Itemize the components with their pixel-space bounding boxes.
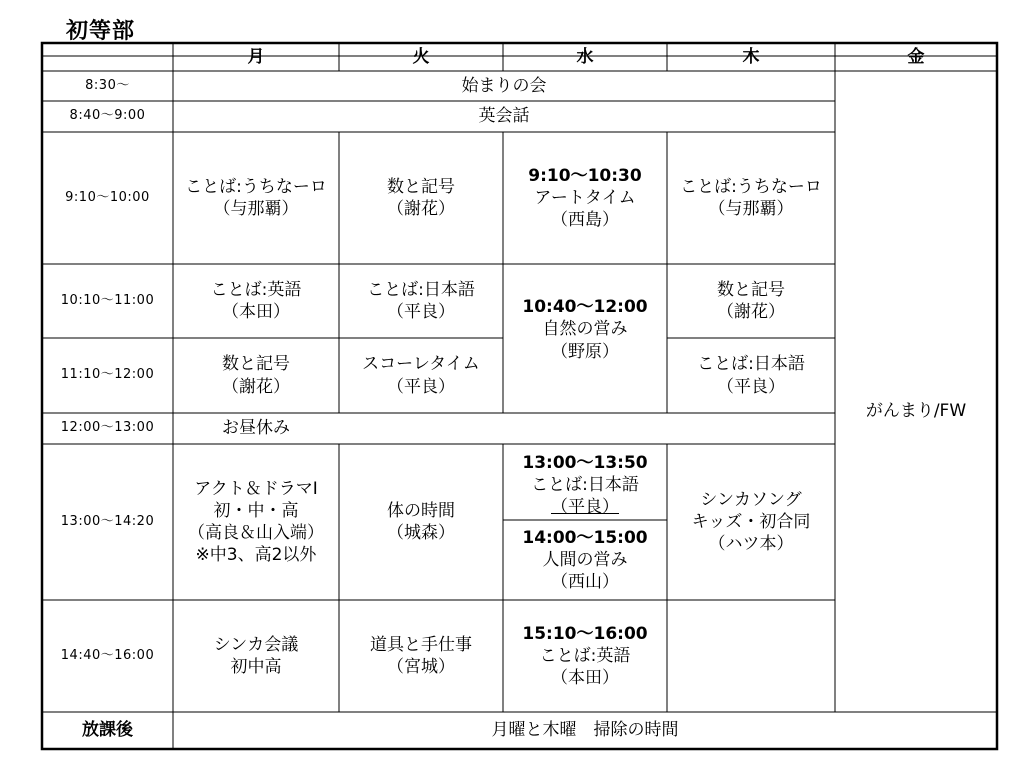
teacher-name: （謝花）: [387, 199, 455, 219]
after-school-cleaning: 月曜と木曜 掃除の時間: [491, 720, 679, 741]
teacher-name: （謝花）: [717, 302, 785, 322]
thu-period-4: [667, 444, 835, 600]
wed-period-5: [503, 600, 667, 712]
thu-period-3: [667, 338, 835, 413]
english-conversation: 英会話: [478, 106, 530, 127]
mon-period-2: [173, 264, 339, 338]
class-grades: 初中高: [230, 657, 282, 677]
teacher-name: （謝花）: [222, 376, 290, 397]
teacher-name: （野原）: [551, 341, 619, 362]
after-school-label: 放課後: [82, 720, 133, 741]
tue-period-2: [339, 264, 503, 338]
day-header-tue: 火: [412, 47, 430, 68]
teacher-name: （本田）: [551, 668, 619, 689]
teacher-name: （与那覇）: [708, 199, 794, 219]
class-time: 14:00～15:00: [522, 527, 648, 548]
class-name: 数と記号: [222, 354, 290, 375]
time-slot-7: 13:00～14:20: [60, 513, 155, 529]
mon-period-5: [173, 600, 339, 712]
class-name: アートタイム: [534, 187, 636, 208]
wed-nature-block: [503, 264, 667, 413]
class-name: 数と記号: [387, 176, 455, 197]
class-note: ※中3、高2以外: [195, 545, 317, 566]
class-name: ことば:うちなーロ: [680, 176, 822, 197]
teacher-name: （西島）: [551, 210, 619, 231]
wed-period-1: [503, 132, 667, 264]
class-name: 人間の営み: [542, 549, 628, 570]
teacher-name: （西山）: [551, 572, 619, 593]
class-name: ことば:日本語: [531, 474, 639, 495]
teacher-name: （高良＆山入端）: [188, 523, 324, 543]
day-header-thu: 木: [742, 47, 760, 68]
teacher-name: （平良）: [387, 376, 455, 397]
opening-meeting: 始まりの会: [461, 75, 547, 96]
teacher-name: （ハツ本）: [708, 534, 794, 555]
class-name: ことば:日本語: [697, 354, 805, 375]
tue-period-5: [339, 600, 503, 712]
teacher-name: （本田）: [222, 302, 290, 322]
class-grades: 初・中・高: [213, 500, 299, 521]
class-name: ことば:英語: [539, 645, 631, 666]
teacher-name: （宮城）: [387, 657, 455, 677]
time-slot-3: 9:10～10:00: [65, 189, 150, 205]
time-slot-6: 12:00～13:00: [60, 420, 155, 436]
tue-period-4: [339, 444, 503, 600]
class-name: 自然の営み: [542, 319, 628, 340]
teacher-name: （平良）: [387, 302, 455, 322]
friday-activity: がんまり/FW: [865, 401, 967, 422]
tue-period-3: [339, 338, 503, 413]
class-name: ことば:日本語: [367, 279, 475, 300]
page-title: 初等部: [66, 19, 136, 44]
class-name: 道具と手仕事: [370, 634, 472, 655]
teacher-name: （平良）: [551, 497, 619, 518]
teacher-name: （与那覇）: [213, 199, 299, 219]
class-name: シンカ会議: [213, 634, 299, 655]
mon-period-3: [173, 338, 339, 413]
tue-period-1: [339, 132, 503, 264]
class-time: 13:00～13:50: [522, 452, 648, 473]
class-name: ことば:うちなーロ: [185, 176, 327, 197]
class-name: スコーレタイム: [362, 354, 480, 375]
class-time: 10:40～12:00: [522, 297, 648, 318]
class-grades: キッズ・初合同: [691, 511, 811, 532]
teacher-name: （平良）: [717, 376, 785, 397]
day-header-wed: 水: [576, 47, 594, 68]
time-slot-1: 8:30～: [85, 77, 130, 93]
thu-period-1: [667, 132, 835, 264]
lunch-break: お昼休み: [222, 418, 290, 439]
class-name: 数と記号: [717, 279, 785, 300]
class-name: アクト＆ドラマⅠ: [194, 478, 318, 499]
class-name: シンカソング: [700, 489, 802, 510]
wed-period-4b: [503, 520, 667, 600]
time-slot-5: 11:10～12:00: [60, 367, 155, 383]
time-slot-8: 14:40～16:00: [60, 647, 155, 663]
time-slot-2: 8:40～9:00: [69, 108, 146, 124]
class-time: 15:10～16:00: [522, 623, 648, 644]
day-header-fri: 金: [907, 47, 925, 68]
time-slot-4: 10:10～11:00: [60, 292, 155, 308]
mon-period-4: [173, 444, 339, 600]
day-header-mon: 月: [247, 47, 265, 68]
class-time: 9:10～10:30: [528, 165, 642, 186]
wed-period-4a: [503, 444, 667, 520]
teacher-name: （城森）: [387, 523, 455, 543]
thu-period-2: [667, 264, 835, 338]
class-name: 体の時間: [387, 500, 455, 521]
class-name: ことば:英語: [210, 279, 302, 300]
mon-period-1: [173, 132, 339, 264]
